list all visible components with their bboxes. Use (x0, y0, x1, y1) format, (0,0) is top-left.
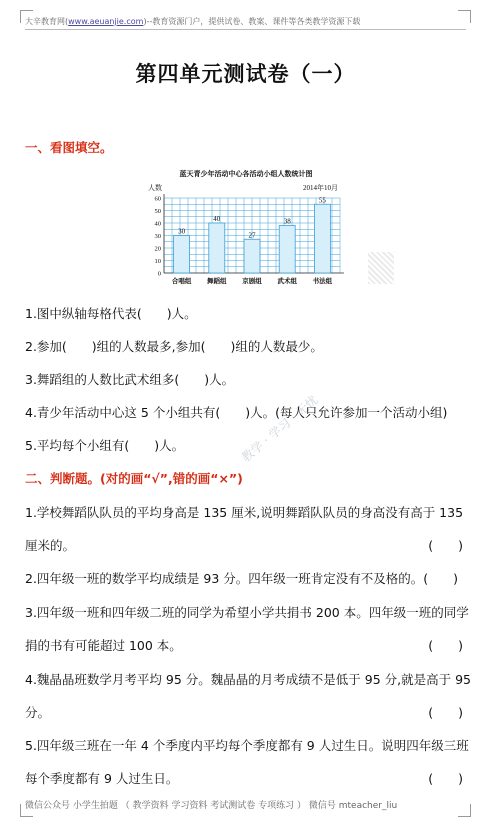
question-1-2: 2.参加( )组的人数最多,参加( )组的人数最少。 (25, 339, 323, 354)
chart-ylabel: 人数 (148, 185, 162, 192)
x-tick-label: 京剧组 (242, 278, 262, 285)
corner-mark (458, 10, 471, 23)
question-2-4-line2: 分。 (25, 705, 51, 720)
question-1-1: 1.图中纵轴每格代表( )人。 (25, 306, 197, 321)
data-label: 27 (248, 231, 256, 240)
question-1-4: 4.青少年活动中心这 5 个小组共有( )人。(每人只允许参加一个活动小组) (25, 405, 448, 420)
question-2-1-line1: 1.学校舞蹈队队员的平均身高是 135 厘米,说明舞蹈队队员的身高没有高于 135 (25, 505, 464, 520)
page-header (25, 16, 360, 27)
bar (244, 239, 260, 273)
y-tick-label: 0 (157, 270, 161, 278)
x-tick-label: 合唱组 (171, 278, 192, 285)
y-tick-label: 30 (154, 233, 161, 240)
header-divider (25, 29, 466, 30)
chart-title: 蓝天青少年活动中心各活动小组人数统计图 (179, 171, 313, 178)
answer-paren-1: ( ) (428, 538, 463, 553)
answer-paren-4: ( ) (428, 705, 463, 720)
question-2-3-line2: 捐的书有可能超过 100 本。 (25, 638, 182, 653)
question-1-5: 5.平均每个小组有( )人。 (25, 438, 185, 453)
section-heading-1: 一、看图填空。 (25, 140, 113, 155)
bar (174, 236, 190, 274)
answer-paren-3: ( ) (428, 638, 463, 653)
bar (209, 223, 225, 273)
data-label: 55 (318, 196, 326, 205)
page-footer: 微信公众号 小学生拍题 （ 教学资料 学习资料 考试测试卷 专项练习 ） 微信号 mteacher_liu (25, 801, 398, 811)
corner-mark (458, 804, 471, 817)
data-label: 30 (178, 227, 186, 236)
header-prefix: 大辛教育网( (25, 17, 69, 26)
page-title: 第四单元测试卷（一） (135, 62, 356, 86)
x-tick-label: 舞蹈组 (207, 278, 227, 285)
question-2-4-line1: 4.魏晶晶班数学月考平均 95 分。魏晶晶的月考成绩不是低于 95 分,就是高于 95 (25, 672, 471, 687)
question-2-5-line1: 5.四年级三班在一年 4 个季度内平均每个季度都有 9 人过生日。说明四年级三班 (25, 738, 469, 753)
bar-chart (140, 168, 352, 290)
y-tick-label: 60 (154, 195, 161, 203)
y-tick-label: 40 (154, 220, 161, 228)
y-tick-label: 10 (154, 258, 161, 265)
question-1-3: 3.舞蹈组的人数比武术组多( )人。 (25, 372, 235, 387)
bar (314, 204, 330, 273)
section-heading-2: 二、判断题。(对的画“√”,错的画“×”) (25, 471, 243, 486)
qr-code (368, 252, 394, 284)
data-label: 38 (283, 217, 291, 226)
question-2-3-line1: 3.四年级一班和四年级二班的同学为希望小学共捐书 200 本。四年级一班的同学 (25, 605, 469, 620)
x-tick-label: 武术组 (277, 278, 297, 285)
header-link[interactable]: www.aeuanjie.com (68, 17, 144, 26)
answer-paren-5: ( ) (428, 771, 463, 786)
data-label: 40 (213, 215, 221, 223)
question-2-2: 2.四年级一班的数学平均成绩是 93 分。四年级一班肯定没有不及格的。( ) (25, 571, 459, 586)
header-suffix: )--教育资源门户，提供试卷、教案、课件等各类教学资源下载 (143, 17, 361, 26)
y-tick-label: 50 (154, 208, 161, 215)
chart-date-label: 2014年10月 (303, 184, 338, 192)
watermark: 教学 · 学习 · 无忧 (238, 393, 321, 465)
question-2-5-line2: 每个季度都有 9 人过生日。 (25, 771, 179, 786)
y-tick-label: 20 (154, 245, 161, 253)
x-tick-label: 书法组 (312, 278, 333, 285)
bar (279, 226, 295, 274)
question-2-1-line2: 厘米的。 (25, 538, 76, 553)
